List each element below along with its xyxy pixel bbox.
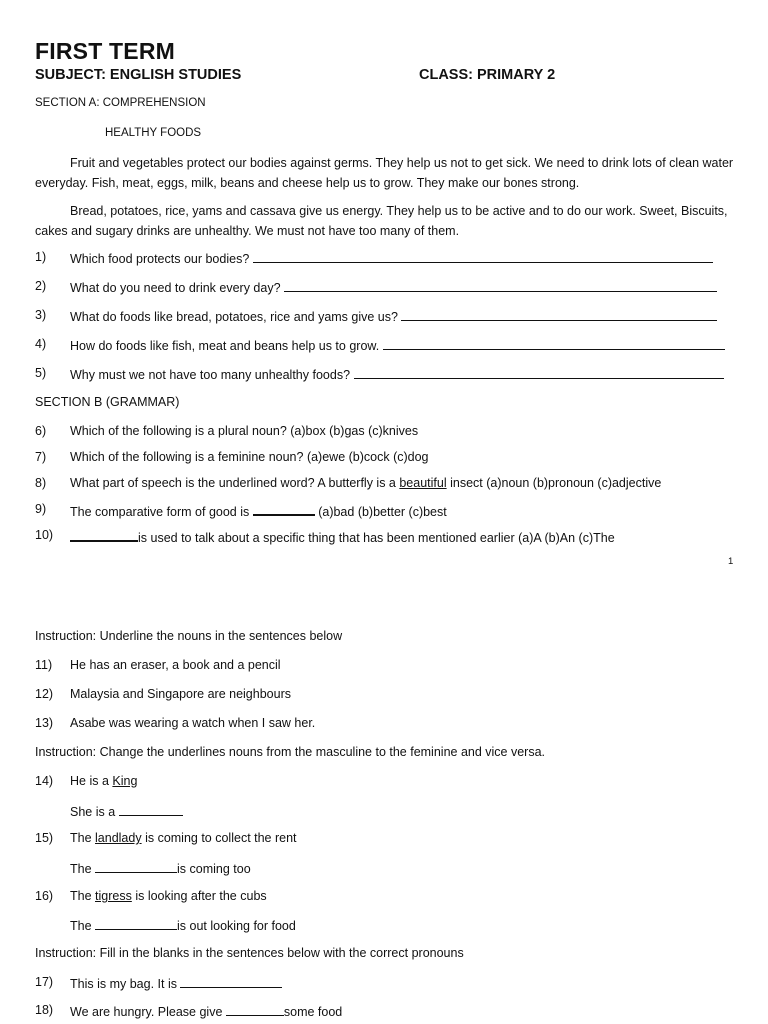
question-text: is used to talk about a specific thing that has been mentioned earlier (a)A (b)An (c)The bbox=[70, 528, 615, 545]
underlined-word: tigress bbox=[95, 889, 132, 903]
section-a-heading: SECTION A: COMPREHENSION bbox=[35, 97, 206, 109]
answer-blank[interactable] bbox=[401, 308, 717, 321]
question-number: 2) bbox=[35, 279, 47, 293]
question-text: The tigress is looking after the cubs bbox=[70, 889, 267, 903]
question-text: The comparative form of good is (a)bad (b)better (c)best bbox=[70, 502, 447, 519]
question-text: How do foods like fish, meat and beans help us to grow. bbox=[70, 337, 725, 353]
answer-blank[interactable] bbox=[70, 528, 138, 542]
question-number: 11) bbox=[35, 658, 53, 672]
question-number: 13) bbox=[35, 716, 54, 730]
question-number: 7) bbox=[35, 450, 47, 464]
answer-line: She is a bbox=[70, 803, 183, 819]
underlined-word: landlady bbox=[95, 831, 142, 845]
answer-blank[interactable] bbox=[383, 337, 725, 350]
passage-paragraph-1: Fruit and vegetables protect our bodies against germs. They help us not to get sick. We need to drink lots of clean water everyday. Fish, meat, eggs, milk, beans and cheese help us to grow. They make our bones strong. bbox=[35, 156, 734, 190]
answer-blank[interactable] bbox=[180, 975, 282, 988]
question-number: 1) bbox=[35, 250, 47, 264]
answer-blank[interactable] bbox=[354, 366, 724, 379]
question-number: 9) bbox=[35, 502, 47, 516]
answer-blank[interactable] bbox=[226, 1003, 284, 1016]
question-text: This is my bag. It is bbox=[70, 975, 282, 991]
underlined-word: King bbox=[112, 774, 138, 788]
question-number: 16) bbox=[35, 889, 54, 903]
answer-blank[interactable] bbox=[95, 917, 177, 930]
answer-blank[interactable] bbox=[95, 860, 177, 873]
underlined-word: beautiful bbox=[399, 476, 447, 490]
question-number: 15) bbox=[35, 831, 54, 845]
question-number: 10) bbox=[35, 528, 54, 542]
answer-blank[interactable] bbox=[253, 502, 315, 516]
question-number: 3) bbox=[35, 308, 47, 322]
question-text: Which of the following is a plural noun? (a)box (b)gas (c)knives bbox=[70, 424, 419, 438]
instruction-gender: Instruction: Change the underlines nouns from the masculine to the feminine and vice versa. bbox=[35, 745, 546, 759]
question-text: The landlady is coming to collect the rent bbox=[70, 831, 297, 845]
page-title: FIRST TERM bbox=[35, 38, 175, 64]
question-text: Malaysia and Singapore are neighbours bbox=[70, 687, 291, 701]
question-text: He has an eraser, a book and a pencil bbox=[70, 658, 281, 672]
passage-paragraph-2: Bread, potatoes, rice, yams and cassava give us energy. They help us to be active and to do our work. Sweet, Biscuits, cakes and sugary drinks are unhealthy. We must not have too many of them. bbox=[35, 204, 728, 238]
question-text: Which of the following is a feminine noun? (a)ewe (b)cock (c)dog bbox=[70, 450, 429, 464]
question-text: We are hungry. Please give some food bbox=[70, 1005, 343, 1019]
answer-blank[interactable] bbox=[119, 803, 183, 816]
question-number: 6) bbox=[35, 424, 47, 438]
question-text: Which food protects our bodies? bbox=[70, 250, 713, 266]
question-text: Asabe was wearing a watch when I saw her. bbox=[70, 716, 316, 730]
question-number: 14) bbox=[35, 774, 54, 788]
question-text: He is a King bbox=[70, 774, 138, 788]
question-number: 8) bbox=[35, 476, 47, 490]
answer-blank[interactable] bbox=[284, 279, 717, 292]
question-number: 17) bbox=[35, 975, 54, 989]
section-b-heading: SECTION B (GRAMMAR) bbox=[35, 395, 180, 409]
page-number: 1 bbox=[728, 556, 734, 567]
instruction-pronouns: Instruction: Fill in the blanks in the sentences below with the correct pronouns bbox=[35, 946, 464, 960]
question-number: 18) bbox=[35, 1003, 54, 1017]
question-number: 12) bbox=[35, 687, 54, 701]
answer-blank[interactable] bbox=[253, 250, 713, 263]
class-label: CLASS: PRIMARY 2 bbox=[419, 67, 556, 83]
question-text: What do foods like bread, potatoes, rice and yams give us? bbox=[70, 308, 717, 324]
question-number: 4) bbox=[35, 337, 47, 351]
question-text: What part of speech is the underlined word? A butterfly is a beautiful insect (a)noun (b)pronoun (c)adjective bbox=[70, 476, 662, 490]
question-text: What do you need to drink every day? bbox=[70, 279, 717, 295]
question-number: 5) bbox=[35, 366, 47, 380]
answer-line: The is out looking for food bbox=[70, 919, 296, 933]
subject-label: SUBJECT: ENGLISH STUDIES bbox=[35, 67, 242, 83]
answer-line: The is coming too bbox=[70, 862, 251, 876]
passage-title: HEALTHY FOODS bbox=[105, 127, 202, 139]
question-text: Why must we not have too many unhealthy foods? bbox=[70, 366, 724, 382]
instruction-nouns: Instruction: Underline the nouns in the sentences below bbox=[35, 629, 343, 643]
